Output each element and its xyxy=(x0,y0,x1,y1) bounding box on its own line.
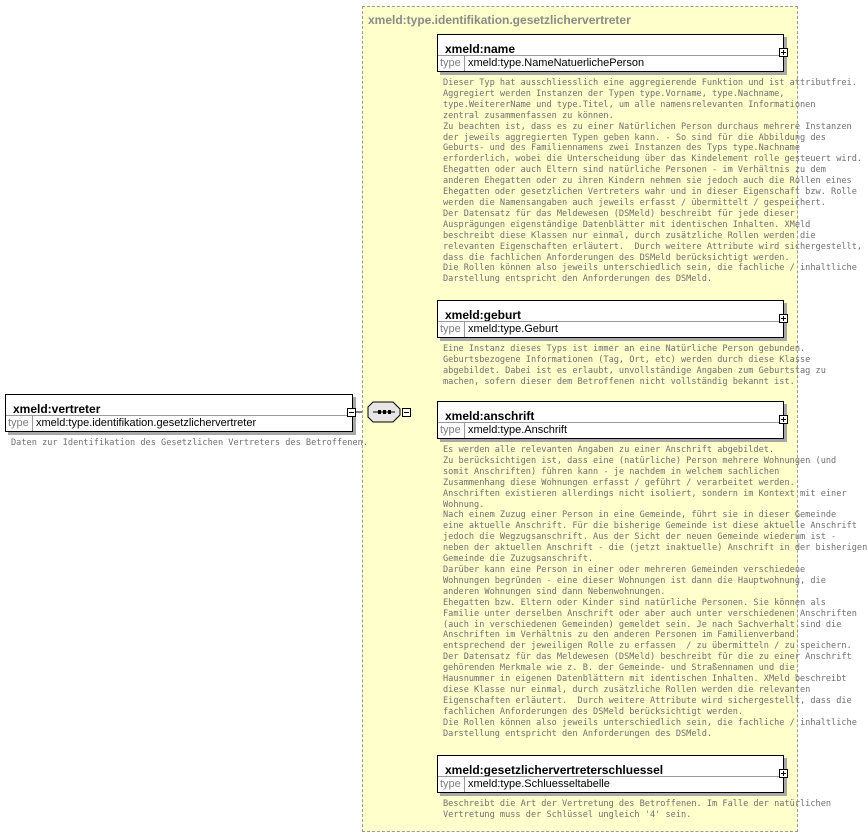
element-type-label: type xyxy=(440,57,461,69)
element-description: Es werden alle relevanten Angaben zu einer Anschrift abgebildet. Zu berücksichtigen ist, dass eine (natürliche) Person mehrere Wohnungen (und somit Anschriften) führen kann - je nachdem in welchem sachlichen Zusammenhang diese Wohnungen erfasst / geführt / verarbeitet werden. Anschriften existieren allerdings nicht isoliert, sondern im Kontext mit einer Wohnung. Nach einem Zuzug einer Person in eine Gemeinde, führt sie in dieser Gemeinde eine aktuelle Anschrift. Für die bisherige Gemeinde ist diese aktuelle Anschrift jedoch die Wegzugsanschrift. Aus der Sicht der neuen Gemeinde wiederum ist - neben der aktuellen Anschrift - die (jetzt inaktuelle) Anschrift in der bisherigen Gemeinde die Zuzugsanschrift. Darüber kann eine Person in einer oder mehreren Gemeinden verschiedene Wohnungen begründen - eine dieser Wohnungen ist dann die Hauptwohnung, die anderen Wohnungen sind dann Nebenwohnungen. Ehegatten bzw. Eltern oder Kinder sind natürliche Personen. Sie können als Familie unter derselben Anschrift oder aber auch unter verschiedenen Anschriften (auch in verschiedenen Gemeinden) gemeldet sein. Je nach Sachverhalt sind die Anschriften im Verhältnis zu den anderen Personen im Familienverband entsprechend der jeweiligen Rolle zu erfassen / zu übermitteln / zu speichern. Der Datensatz für das Meldewesen (DSMeld) beschreibt für die zu einer Anschrift gehörenden Merkmale wie z. B. der Gemeinde- und Straßennamen und die Hausnummer in eigenen Datenblättern mit identischen Inhalten. XMeld beschreibt diese Klasse nur einmal, durch zusätzliche Rollen werden die relevanten Eigenschaften erläutert. Durch weitere Attribute wird sichergestellt, dass die fachlichen Anforderungen des DSMeld berücksichtigt werden. Die Rollen können also jeweils unterschiedlich sein, die fachliche / inhaltliche Darstellung entspricht den Anforderungen des DSMeld. xyxy=(443,445,867,739)
element-type-value: xmeld:type.Schluesseltabelle xyxy=(468,778,610,790)
group-title: xmeld:type.identifikation.gesetzlichervertreter xyxy=(368,13,631,27)
element-type-row xyxy=(438,776,783,792)
root-type-value: xmeld:type.identifikation.gesetzlichervertreter xyxy=(36,417,257,429)
element-type-value: xmeld:type.Geburt xyxy=(468,323,558,335)
type-separator xyxy=(464,322,465,337)
element-box-anschrift[interactable] xyxy=(437,401,784,439)
element-name: xmeld:gesetzlichervertreterschluessel xyxy=(445,763,664,777)
element-name: xmeld:name xyxy=(445,42,516,56)
element-type-label: type xyxy=(440,323,461,335)
root-element-box[interactable] xyxy=(5,394,353,432)
type-separator xyxy=(464,423,465,438)
type-separator xyxy=(464,777,465,792)
expand-icon[interactable] xyxy=(779,48,788,57)
element-type-label: type xyxy=(440,424,461,436)
expand-icon[interactable] xyxy=(779,415,788,424)
element-description: Eine Instanz dieses Typs ist immer an eine Natürliche Person gebunden. Geburtsbezogene Informationen (Tag, Ort, etc) werden durch diese Klasse abgebildet. Dabei ist es erlaubt, unvollständige Angaben zum Geburtstag zu machen, sofern dieser dem Betroffenen nicht vollständig bekannt ist. xyxy=(443,344,826,387)
element-type-row xyxy=(438,321,783,337)
element-name: xmeld:geburt xyxy=(445,308,522,322)
element-name: xmeld:anschrift xyxy=(445,409,535,423)
root-type-label: type xyxy=(8,417,29,429)
type-separator xyxy=(464,56,465,71)
element-box-gesetzlichervertreterschluessel[interactable] xyxy=(437,755,784,793)
element-description: Beschreibt die Art der Vertretung des Betroffenen. Im Falle der natürlichen Vertretung muss der Schlüssel ungleich '4' sein. xyxy=(443,799,832,820)
element-type-value: xmeld:type.NameNatuerlichePerson xyxy=(468,57,645,69)
collapse-icon[interactable] xyxy=(347,408,356,417)
root-element-name: xmeld:vertreter xyxy=(13,402,101,416)
expand-icon[interactable] xyxy=(779,314,788,323)
type-separator xyxy=(32,416,33,431)
element-type-value: xmeld:type.Anschrift xyxy=(468,424,568,436)
sequence-compositor-icon[interactable] xyxy=(366,400,402,424)
root-type-row xyxy=(6,415,352,431)
element-type-label: type xyxy=(440,778,461,790)
element-box-name[interactable] xyxy=(437,34,784,72)
element-box-geburt[interactable] xyxy=(437,300,784,338)
element-description: Dieser Typ hat ausschliesslich eine aggregierende Funktion und ist attributfrei. Aggregiert werden Instanzen der Typen type.Vorname, type.Nachname, type.WeitererName und type.Titel, um alle namensrelevanten Informationen zentral zusammenfassen zu können. Zu beachten ist, dass es zu einer Natürlichen Person durchaus mehrere Instanzen der jeweils aggregierten Typen geben kann. - So sind für die Abbildung des Geburts- und des Familiennamens zwei Instanzen des Typs type.Nachname erforderlich, wobei die Unterscheidung über das Kindelement rolle gesteuert wird. Ehegatten oder auch Eltern sind natürliche Personen - im Verhältnis zu dem anderen Ehegatten oder zu ihren Kindern nehmen sie jedoch auch die Rollen eines Ehegatten oder gesetzlichen Vertreters wahr und in dieser Eigenschaft bzw. Rolle werden die Namensangaben auch jeweils erfasst / übermittelt / gespeichert. Der Datensatz für das Meldewesen (DSMeld) beschreibt für jede dieser Ausprägungen eigenständige Datenblätter mit identischen Inhalten. XMeld beschreibt diese Klassen nur einmal, durch zusätzliche Rollen werden die relevanten Eigenschaften erläutert. Durch weitere Attribute wird sichergestellt, dass die fachlichen Anforderungen des DSMeld berücksichtigt werden. Die Rollen können also jeweils unterschiedlich sein, die fachliche / inhaltliche Darstellung entspricht den Anforderungen des DSMeld. xyxy=(443,78,863,285)
element-type-row xyxy=(438,55,783,71)
expand-icon[interactable] xyxy=(779,769,788,778)
root-description: Daten zur Identifikation des Gesetzlichen Vertreters des Betroffenen. xyxy=(11,438,368,448)
element-type-row xyxy=(438,422,783,438)
sequence-collapse-icon[interactable] xyxy=(402,408,411,417)
